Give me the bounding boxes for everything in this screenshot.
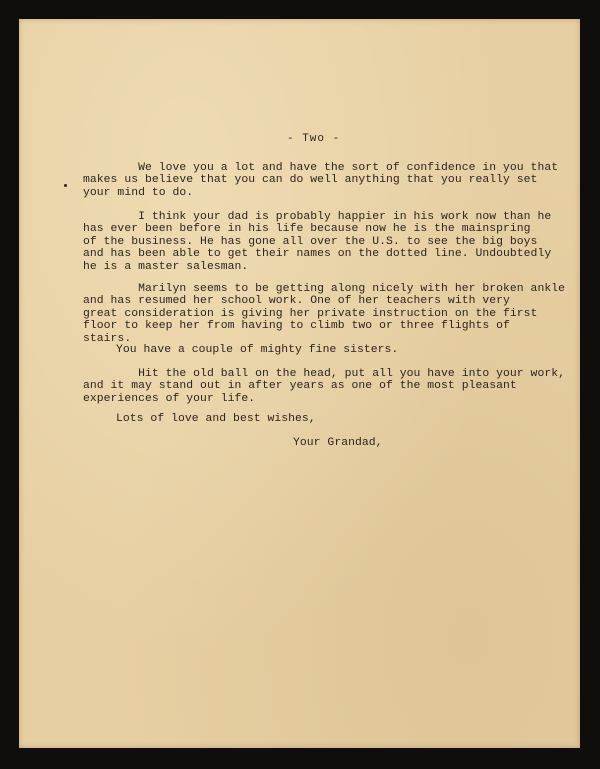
page-heading: - Two - bbox=[287, 133, 341, 145]
closing-line: Lots of love and best wishes, bbox=[116, 413, 316, 425]
signature-line: Your Grandad, bbox=[293, 437, 383, 449]
paragraph-confidence: We love you a lot and have the sort of confidence in you that makes us believe that you can do well anything that you really set your mind to do. bbox=[83, 162, 559, 199]
paragraph-advice: Hit the old ball on the head, put all you have into your work, and it may stand out in after years as one of the most pleasant experiences of your life. bbox=[83, 368, 565, 405]
paragraph-dad-work: I think your dad is probably happier in his work now than he has ever been before in his life because now he is the mainspring of the business. He has gone all over the U.S. to see the big boys and has been able to get their names on the dotted line. Undoubtedly he is a master salesman. bbox=[83, 211, 552, 273]
margin-mark bbox=[64, 184, 67, 187]
paragraph-sisters: You have a couple of mighty fine sisters. bbox=[116, 344, 399, 356]
paragraph-marilyn: Marilyn seems to be getting along nicely with her broken ankle and has resumed her school work. One of her teachers with very great consideration is giving her private instruction on the first floor to keep her from having to climb two or three flights of stairs. bbox=[83, 283, 565, 345]
